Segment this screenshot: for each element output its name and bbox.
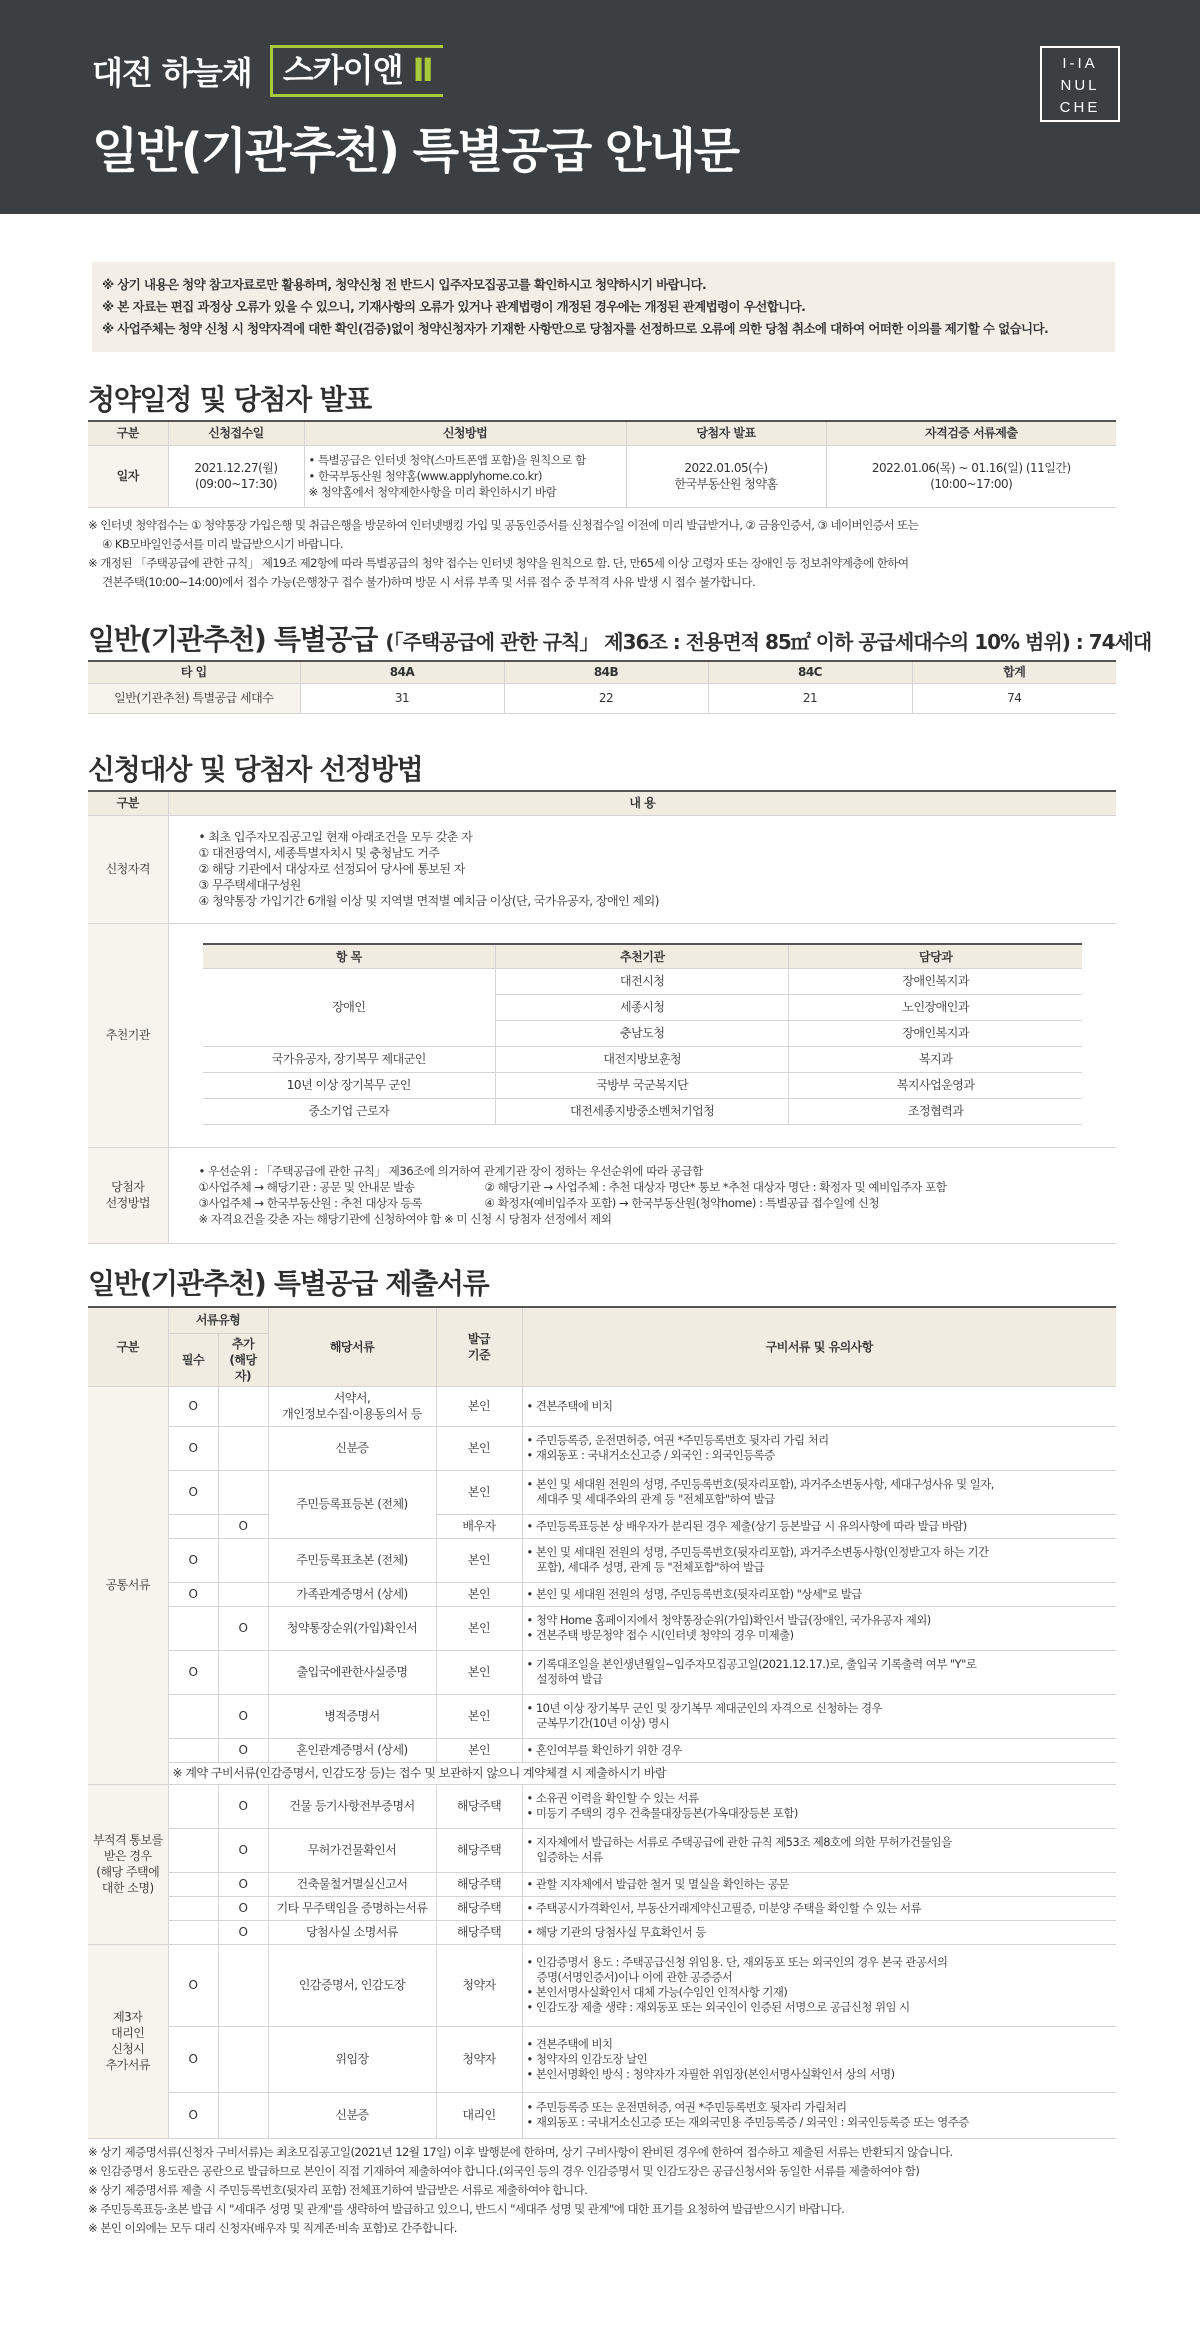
notice-line: ※ 본 자료는 편집 과정상 오류가 있을 수 있으니, 기재사항의 오류가 있거나 관계법령이 개정된 경우에는 개정된 관계법령이 우선합니다. — [102, 299, 806, 314]
text-line: • 인감증명서 용도 : 주택공급신청 위임용. 단, 재외동포 또는 외국인의 경우 본국 관공서의 — [526, 1955, 948, 1969]
inst-agency: 세종시청 — [496, 994, 789, 1020]
text-line: 군복무기간(10년 이상) 명시 — [536, 1716, 670, 1730]
header-cell: 서류유형 — [168, 1307, 268, 1333]
text-line: • 혼인여부를 확인하기 위한 경우 — [526, 1742, 682, 1757]
req-cell: O — [168, 1944, 218, 2026]
winner-method-cell — [168, 1147, 1116, 1243]
header-cell: 당첨자 발표 — [626, 421, 826, 445]
note-cell — [522, 1944, 1116, 2026]
text-line: • 견본주택에 비치 — [526, 2036, 613, 2051]
text-line: 한국부동산원 청약홈 — [674, 477, 778, 491]
text-line: • 10년 이상 장기복무 군인 및 장기복무 제대군인의 자격으로 신청하는 경우 — [526, 1701, 883, 1715]
text-line: ② 해당 기관에서 대상자로 선정되어 당사에 통보된 자 — [198, 862, 465, 876]
value-cell: 21 — [708, 683, 912, 713]
text-line: 2022.01.05(수) — [684, 461, 768, 475]
text-line: 2022.01.06(목) ~ 01.16(일) (11일간) — [871, 461, 1071, 475]
logo-line: CHE — [1059, 99, 1101, 116]
add-cell — [218, 1582, 268, 1606]
note-cell — [522, 1694, 1116, 1738]
text-line: • 주민등록증, 운전면허증, 여권 *주민등록번호 뒷자리 가림 처리 — [526, 1433, 829, 1447]
inst-dept: 장애인복지과 — [789, 1020, 1082, 1046]
documents-table — [88, 1306, 1116, 2139]
note-cell — [522, 1426, 1116, 1470]
add-cell — [218, 1426, 268, 1470]
text-line: • 소유권 이력을 확인할 수 있는 서류 — [526, 1791, 699, 1805]
add-cell: O — [218, 1784, 268, 1828]
header-cell: 필수 — [168, 1333, 218, 1386]
header-cell: 내 용 — [168, 791, 1116, 815]
doc-name-cell: 건축물철거멸실신고서 — [268, 1872, 436, 1896]
doc-name-cell: 가족관계증명서 (상세) — [268, 1582, 436, 1606]
inst-agency: 대전세종지방중소벤처기업청 — [496, 1098, 789, 1124]
text-line: ① 대전광역시, 세종특별자치시 및 충청남도 거주 — [198, 846, 440, 860]
documents-notes — [88, 2143, 953, 2238]
text-line: 2021.12.27(월) — [194, 461, 278, 475]
add-cell: O — [218, 1694, 268, 1738]
value-cell: 74 — [912, 683, 1116, 713]
note-line: ※ 인터넷 청약접수는 ① 청약통장 가입은행 및 취급은행을 방문하여 인터넷뱅킹 가입 및 공동인증서를 신청접수일 이전에 미리 발급받거나, ② 금융인증서, ③ 네이버인증서 또는 — [88, 518, 919, 532]
text-line: ④ 청약통장 가입기간 6개월 이상 및 지역별 면적별 예치금 이상(단, 국가유공자, 장애인 제외) — [198, 894, 659, 908]
inst-category: 국가유공자, 장기복무 제대군인 — [203, 1046, 496, 1072]
req-cell: O — [168, 1650, 218, 1694]
note-line: ※ 상기 제증명서류 제출 시 주민등록번호(뒷자리 포함) 전체표기하여 발급받은 서류로 제출하여야 합니다. — [88, 2183, 588, 2197]
note-line: ※ 상기 제증명서류(신청자 구비서류)는 최초모집공고일(2021년 12월 17일) 이후 발행분에 한하며, 상기 구비사항이 완비된 경우에 한하여 접수하고 제출된 서류는 반환되지 않습니다. — [88, 2145, 953, 2159]
header-cell: 해당서류 — [268, 1307, 436, 1386]
header-cell: 추가 (해당자) — [218, 1333, 268, 1386]
supply-title: 일반(기관추천) 특별공급 — [88, 623, 377, 656]
doc-name-cell: 주민등록표초본 (전체) — [268, 1538, 436, 1582]
issue-cell: 해당주택 — [436, 1828, 522, 1872]
note-cell — [522, 2092, 1116, 2138]
row-label: 일반(기관추천) 특별공급 세대수 — [88, 683, 300, 713]
req-cell — [168, 1694, 218, 1738]
header-cell: 발급 기준 — [436, 1307, 522, 1386]
document-row — [88, 1538, 1116, 1582]
text-line: • 청약자의 인감도장 날인 — [526, 2051, 648, 2066]
text-line: 세대주 및 세대주와의 관계 등 "전체포함"하여 발급 — [536, 1492, 775, 1506]
issue-cell: 본인 — [436, 1386, 522, 1426]
value-cell: 31 — [300, 683, 504, 713]
inst-dept: 복지과 — [789, 1046, 1082, 1072]
document-row — [88, 2092, 1116, 2138]
header-cell: 담당과 — [789, 944, 1082, 968]
documents-section-title: 일반(기관추천) 특별공급 제출서류 — [88, 1267, 489, 1300]
group-label: 부적격 통보를 받은 경우 (해당 주택에 대한 소명) — [88, 1784, 168, 1944]
doc-name-cell: 위임장 — [268, 2026, 436, 2092]
group-label: 공통서류 — [88, 1386, 168, 1784]
issue-cell: 청약자 — [436, 2026, 522, 2092]
add-cell: O — [218, 1896, 268, 1920]
hanulche-logo — [1040, 46, 1120, 122]
document-row — [88, 1426, 1116, 1470]
inst-category: 중소기업 근로자 — [203, 1098, 496, 1124]
note-cell — [522, 1514, 1116, 1538]
header-banner — [0, 0, 1200, 214]
add-cell: O — [218, 1920, 268, 1944]
header-cell: 84C — [708, 661, 912, 683]
header-cell: 추천기관 — [496, 944, 789, 968]
text-line: 포함), 세대주 성명, 관계 등 "전체포함"하여 발급 — [536, 1560, 764, 1574]
issue-cell: 본인 — [436, 1694, 522, 1738]
text-line: • 견본주택 방문청약 접수 시(인터넷 청약의 경우 미제출) — [526, 1628, 794, 1642]
req-cell — [168, 1738, 218, 1762]
inst-category: 10년 이상 장기복무 군인 — [203, 1072, 496, 1098]
document-row — [88, 1650, 1116, 1694]
institution-table — [203, 943, 1083, 1125]
inst-agency: 국방부 국군복지단 — [496, 1072, 789, 1098]
method-cell — [304, 445, 626, 507]
header-cell: 타 입 — [88, 661, 300, 683]
text-line: • 특별공급은 인터넷 청약(스마트폰앱 포함)을 원칙으로 함 — [308, 453, 586, 467]
brand-highlight: 스카이앤 — [282, 51, 403, 89]
qual-cell — [168, 815, 1116, 923]
note-cell — [522, 1828, 1116, 1872]
document-row — [88, 1828, 1116, 1872]
issue-cell: 본인 — [436, 1738, 522, 1762]
text-line: ※ 청약홈에서 청약제한사항을 미리 확인하시기 바람 — [308, 485, 557, 499]
text-line: ※ 자격요건을 갖춘 자는 해당기관에 신청하여야 함 ※ 미 신청 시 당첨자 선정에서 제외 — [198, 1212, 612, 1226]
note-cell — [522, 1606, 1116, 1650]
notice-line: ※ 사업주체는 청약 신청 시 청약자격에 대한 확인(검증)없이 청약신청자가 기재한 사항만으로 당첨자를 선정하므로 오류에 의한 당첨 취소에 대하여 어떠한 이의를 제기할 수 없습니다. — [102, 321, 1049, 336]
text-line: ② 해당기관 → 사업주체 : 추천 대상자 명단* 통보 *추천 대상자 명단 : 확정자 및 예비입주자 포함 — [484, 1180, 947, 1194]
doc-name-cell: 출입국에관한사실증명 — [268, 1650, 436, 1694]
group-footnote: ※ 계약 구비서류(인감증명서, 인감도장 등)는 접수 및 보관하지 않으니 계약체결 시 제출하시기 바람 — [168, 1762, 1116, 1784]
doc-name-cell: 병적증명서 — [268, 1694, 436, 1738]
inst-agency: 대전시청 — [496, 968, 789, 994]
req-cell: O — [168, 1470, 218, 1514]
doc-name-cell: 기타 무주택임을 증명하는서류 — [268, 1896, 436, 1920]
header-cell: 자격검증 서류제출 — [826, 421, 1116, 445]
text-line: • 인감도장 제출 생략 : 재외동포 또는 외국인이 인증된 서명으로 공급신청 위임 시 — [526, 2000, 910, 2014]
logo-line: I-IA — [1062, 55, 1098, 72]
schedule-section-title: 청약일정 및 당첨자 발표 — [88, 383, 371, 416]
text-line: • 재외동포 : 국내거소신고증 / 외국인 : 외국인등록증 — [526, 1448, 775, 1462]
document-row — [88, 1386, 1116, 1426]
brand-prefix: 대전 하늘채 — [92, 54, 252, 92]
document-row — [88, 1920, 1116, 1944]
text-line: • 해당 기관의 당첨사실 무효확인서 등 — [526, 1924, 706, 1939]
note-cell — [522, 1386, 1116, 1426]
text-line: • 견본주택에 비치 — [526, 1398, 613, 1413]
req-cell: O — [168, 1582, 218, 1606]
apply-date-cell — [168, 445, 304, 507]
doc-name-cell: 서약서, 개인정보수집·이용동의서 등 — [268, 1386, 436, 1426]
header-cell: 합계 — [912, 661, 1116, 683]
add-cell: O — [218, 1514, 268, 1538]
add-cell: O — [218, 1828, 268, 1872]
header-cell: 항 목 — [203, 944, 496, 968]
req-cell — [168, 1606, 218, 1650]
note-cell — [522, 1896, 1116, 1920]
header-cell: 84A — [300, 661, 504, 683]
notice-line: ※ 상기 내용은 청약 참고자료로만 활용하며, 청약신청 전 반드시 입주자모집공고를 확인하시고 청약하시기 바랍니다. — [102, 277, 707, 292]
header-cell: 84B — [504, 661, 708, 683]
inst-dept: 조정협력과 — [789, 1098, 1082, 1124]
add-cell: O — [218, 1606, 268, 1650]
note-line: ※ 인감증명서 용도란은 공란으로 발급하므로 본인이 직접 기재하여 제출하여야 합니다.(외국인 등의 경우 인감증명서 및 인감도장은 공급신청서와 동일한 서류를 제출하여야 함) — [88, 2164, 920, 2178]
row-label — [88, 1147, 168, 1243]
row-label: 추천기관 — [88, 923, 168, 1147]
text-line: 입증하는 서류 — [536, 1850, 603, 1864]
inst-dept: 장애인복지과 — [789, 968, 1082, 994]
text-line: • 관할 지자체에서 발급한 철거 및 멸실을 확인하는 공문 — [526, 1876, 789, 1891]
text-line: • 본인서명확인 방식 : 청약자가 자필한 위임장(본인서명사실확인서 상의 서명) — [526, 2066, 895, 2081]
page-title: 일반(기관추천) 특별공급 안내문 — [92, 123, 739, 179]
brand-box — [270, 45, 443, 97]
add-cell: O — [218, 1738, 268, 1762]
issue-cell: 대리인 — [436, 2092, 522, 2138]
text-line: • 우선순위 : 「주택공급에 관한 규칙」 제36조에 의거하여 관계기관 장이 정하는 우선순위에 따라 공급함 — [198, 1164, 703, 1178]
text-line: • 기록대조일을 본인생년월일~입주자모집공고일(2021.12.17.)로, 출입국 기록출력 여부 "Y"로 — [526, 1657, 977, 1671]
header-cell: 신청접수일 — [168, 421, 304, 445]
add-cell — [218, 1944, 268, 2026]
note-line: ※ 본인 이외에는 모두 대리 신청자(배우자 및 직계존·비속 포함)로 간주합니다. — [88, 2221, 457, 2235]
text-line: • 지자체에서 발급하는 서류로 주택공급에 관한 규칙 제53조 제8호에 의한 무허가건물임을 — [526, 1835, 952, 1849]
note-cell — [522, 2026, 1116, 2092]
note-cell — [522, 1920, 1116, 1944]
doc-name-cell: 인감증명서, 인감도장 — [268, 1944, 436, 2026]
note-line: 견본주택(10:00~14:00)에서 접수 가능(은행창구 접수 불가)하며 방문 시 서류 부족 및 서류 접수 중 부적격 사유 발생 시 접수 불가합니다. — [102, 575, 756, 589]
text-line: • 주민등록증 또는 운전면허증, 여권 *주민등록번호 뒷자리 가림처리 — [526, 2100, 847, 2114]
document-row — [88, 1514, 1116, 1538]
issue-cell: 본인 — [436, 1650, 522, 1694]
inst-dept: 복지사업운영과 — [789, 1072, 1082, 1098]
header-cell: 구비서류 및 유의사항 — [522, 1307, 1116, 1386]
issue-cell: 해당주택 — [436, 1896, 522, 1920]
document-row — [88, 1694, 1116, 1738]
document-row — [88, 1872, 1116, 1896]
text-line: • 본인서명사실확인서 대체 가능(수임인 인적사항 기재) — [526, 1985, 788, 1999]
document-row — [88, 1762, 1116, 1784]
issue-cell: 배우자 — [436, 1514, 522, 1538]
issue-cell: 본인 — [436, 1538, 522, 1582]
doc-name-cell: 무허가건물확인서 — [268, 1828, 436, 1872]
add-cell — [218, 2092, 268, 2138]
inst-category: 장애인 — [203, 968, 496, 1046]
issue-cell: 본인 — [436, 1426, 522, 1470]
doc-name-cell: 신분증 — [268, 1426, 436, 1470]
document-row — [88, 1738, 1116, 1762]
supply-subtitle: (「주택공급에 관한 규칙」 제36조 : 전용면적 85㎡ 이하 공급세대수의 10% 범위) : 74세대 — [385, 630, 1152, 654]
req-cell: O — [168, 2092, 218, 2138]
issue-cell: 본인 — [436, 1606, 522, 1650]
note-cell — [522, 1872, 1116, 1896]
note-cell — [522, 1784, 1116, 1828]
header-cell: 구분 — [88, 421, 168, 445]
institution-cell — [168, 923, 1116, 1147]
document-row — [88, 2026, 1116, 2092]
add-cell: O — [218, 1872, 268, 1896]
doc-name-cell: 청약통장순위(가입)확인서 — [268, 1606, 436, 1650]
document-row — [88, 1896, 1116, 1920]
req-cell — [168, 1514, 218, 1538]
text-line: ③ 무주택세대구성원 — [198, 878, 301, 892]
text-line: (10:00~17:00) — [930, 477, 1013, 491]
add-cell — [218, 2026, 268, 2092]
add-cell — [218, 1470, 268, 1514]
doc-name-cell: 혼인관계증명서 (상세) — [268, 1738, 436, 1762]
text-line: 증명(서명인증서)이나 이에 관한 공증증서 — [536, 1970, 733, 1984]
note-line: ※ 개정된 「주택공급에 관한 규칙」 제19조 제2항에 따라 특별공급의 청약 접수는 인터넷 청약을 원칙으로 함. 단, 만65세 이상 고령자 또는 장애인 등 정보취약계층에 한하여 — [88, 556, 909, 570]
value-cell: 22 — [504, 683, 708, 713]
schedule-table — [88, 420, 1116, 508]
document-row — [88, 1582, 1116, 1606]
document-row — [88, 1784, 1116, 1828]
note-cell — [522, 1538, 1116, 1582]
brand-line — [92, 48, 443, 101]
req-cell — [168, 1896, 218, 1920]
text-line: 선정방법 — [105, 1196, 150, 1210]
header-cell: 구분 — [88, 791, 168, 815]
req-cell — [168, 1784, 218, 1828]
doc-name-cell: 건물 등기사항전부증명서 — [268, 1784, 436, 1828]
inst-dept: 노인장애인과 — [789, 994, 1082, 1020]
text-line: 당첨자 — [111, 1180, 145, 1194]
text-line: • 본인 및 세대원 전원의 성명, 주민등록번호(뒷자리포함) "상세"로 발급 — [526, 1586, 862, 1601]
brand-roman: Ⅱ — [412, 51, 433, 89]
text-line: ③사업주체 → 한국부동산원 : 추천 대상자 등록 — [198, 1196, 423, 1210]
req-cell: O — [168, 1386, 218, 1426]
notice-box — [92, 262, 1115, 352]
header-cell: 신청방법 — [304, 421, 626, 445]
documents-body — [88, 1386, 1116, 2138]
header-cell: 구분 — [88, 1307, 168, 1386]
note-cell — [522, 1650, 1116, 1694]
req-cell: O — [168, 2026, 218, 2092]
text-line: ①사업주체 → 해당기관 : 공문 및 안내문 발송 — [198, 1180, 415, 1194]
issue-cell: 해당주택 — [436, 1784, 522, 1828]
supply-section-title — [88, 618, 1151, 658]
req-cell: O — [168, 1538, 218, 1582]
schedule-notes — [88, 516, 918, 592]
text-line: • 한국부동산원 청약홈(www.applyhome.co.kr) — [308, 469, 542, 483]
req-cell — [168, 1872, 218, 1896]
issue-cell: 해당주택 — [436, 1872, 522, 1896]
inst-agency: 충남도청 — [496, 1020, 789, 1046]
issue-cell: 본인 — [436, 1582, 522, 1606]
add-cell — [218, 1538, 268, 1582]
note-line: ④ KB모바일인증서를 미리 발급받으시기 바랍니다. — [102, 537, 343, 551]
text-line: • 재외동포 : 국내거소신고증 또는 재외국민용 주민등록증 / 외국인 : 외국인등록증 또는 영주증 — [526, 2115, 969, 2129]
text-line: • 주택공시가격확인서, 부동산거래계약신고필증, 미분양 주택을 확인할 수 있는 서류 — [526, 1900, 922, 1915]
doc-name-cell: 주민등록표등본 (전체) — [268, 1470, 436, 1538]
note-line: ※ 주민등록표등·초본 발급 시 "세대주 성명 및 관계"를 생략하여 발급하고 있으니, 반드시 "세대주 성명 및 관계"에 대한 표기를 요청하여 발급받으시기 바랍니다. — [88, 2202, 845, 2216]
text-line: (09:00~17:30) — [194, 477, 278, 491]
doc-name-cell: 당첨사실 소명서류 — [268, 1920, 436, 1944]
req-cell — [168, 1920, 218, 1944]
note-cell — [522, 1582, 1116, 1606]
text-line: • 최초 입주자모집공고일 현재 아래조건을 모두 갖춘 자 — [198, 830, 473, 844]
document-row — [88, 1944, 1116, 2026]
docs-period-cell — [826, 445, 1116, 507]
selection-section-title: 신청대상 및 당첨자 선정방법 — [88, 753, 423, 786]
text-line: • 미등기 주택의 경우 건축물대장등본(가옥대장등본 포함) — [526, 1806, 798, 1820]
supply-table — [88, 660, 1116, 714]
req-cell — [168, 1828, 218, 1872]
issue-cell: 해당주택 — [436, 1920, 522, 1944]
req-cell: O — [168, 1426, 218, 1470]
text-line: • 본인 및 세대원 전원의 성명, 주민등록번호(뒷자리포함), 과거주소변동사항, 세대구성사유 및 일자, — [526, 1477, 994, 1491]
logo-line: NUL — [1060, 77, 1100, 94]
row-label: 일자 — [88, 445, 168, 507]
selection-table — [88, 790, 1116, 1244]
doc-name-cell: 신분증 — [268, 2092, 436, 2138]
document-row — [88, 1470, 1116, 1514]
note-cell — [522, 1738, 1116, 1762]
text-line: 설정하여 발급 — [536, 1672, 603, 1686]
group-label: 제3자 대리인 신청시 추가서류 — [88, 1944, 168, 2138]
add-cell — [218, 1650, 268, 1694]
text-line: ④ 확정자(예비입주자 포함) → 한국부동산원(청약home) : 특별공급 접수일에 신청 — [484, 1196, 880, 1210]
text-line: • 본인 및 세대원 전원의 성명, 주민등록번호(뒷자리포함), 과거주소변동사항(인정받고자 하는 기간 — [526, 1545, 989, 1559]
row-label: 신청자격 — [88, 815, 168, 923]
add-cell — [218, 1386, 268, 1426]
note-cell — [522, 1470, 1116, 1514]
issue-cell: 청약자 — [436, 1944, 522, 2026]
text-line: • 청약 Home 홈페이지에서 청약통장순위(가입)확인서 발급(장애인, 국가유공자 제외) — [526, 1613, 931, 1627]
issue-cell: 본인 — [436, 1470, 522, 1514]
document-row — [88, 1606, 1116, 1650]
text-line: • 주민등록표등본 상 배우자가 분리된 경우 제출(상기 등본발급 시 유의사항에 따라 발급 바람) — [526, 1518, 967, 1533]
inst-agency: 대전지방보훈청 — [496, 1046, 789, 1072]
announce-cell — [626, 445, 826, 507]
